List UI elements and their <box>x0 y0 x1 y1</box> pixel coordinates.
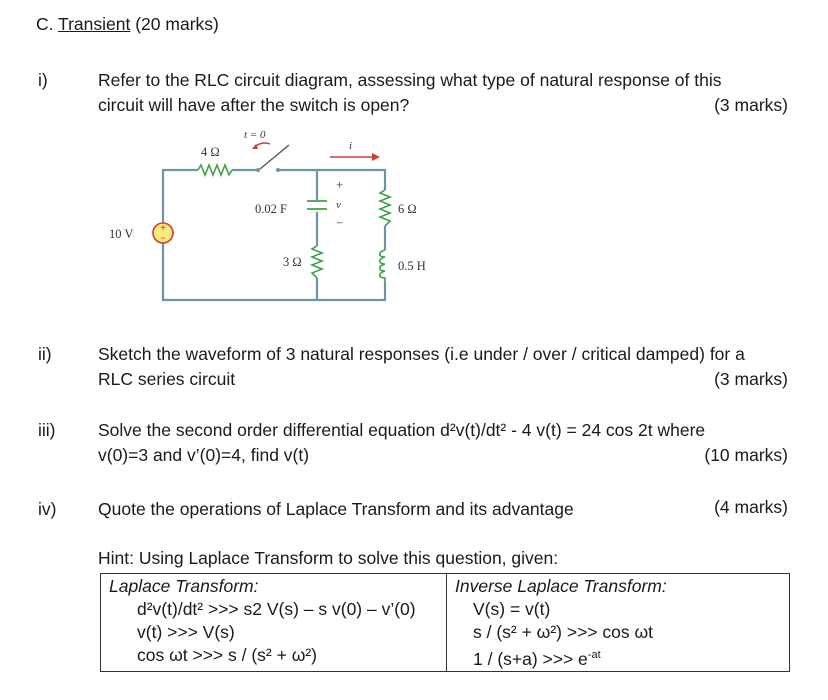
switch-blade <box>260 145 289 169</box>
current-arrowhead <box>372 153 380 161</box>
wire-top-right <box>278 170 385 190</box>
question-2-line-2: RLC series circuit <box>98 369 236 389</box>
question-4-line-1: Quote the operations of Laplace Transform and its advantage <box>98 499 574 519</box>
wire-bottom <box>163 238 385 300</box>
source-minus: − <box>160 233 166 243</box>
laplace-hint-table <box>100 573 790 672</box>
question-2-marks: (3 marks) <box>714 369 788 389</box>
label-cap-minus: − <box>336 216 344 230</box>
question-4-marks: (4 marks) <box>714 497 788 517</box>
switch-contact-right <box>276 168 280 172</box>
laplace-line-1: d²v(t)/dt² >>> s2 V(s) – s v(0) – v’(0) <box>137 599 416 619</box>
source-plus: + <box>160 223 166 234</box>
question-1-number: i) <box>38 70 48 90</box>
label-cap-voltage: v <box>336 199 341 211</box>
question-1-line-2: circuit will have after the switch is open? <box>98 95 410 115</box>
question-3-number: iii) <box>38 420 56 440</box>
laplace-line-3: cos ωt >>> s / (s² + ω²) <box>137 645 318 665</box>
rlc-circuit-diagram <box>0 0 828 330</box>
resistor-4-ohm <box>198 165 232 175</box>
inverse-line-3-exponent: -at <box>587 649 601 661</box>
label-cap-plus: + <box>336 178 344 192</box>
section-marks: (20 marks) <box>135 14 219 34</box>
resistor-3-ohm <box>312 246 322 278</box>
hint-intro: Hint: Using Laplace Transform to solve this question, given: <box>98 548 559 568</box>
resistor-6-ohm <box>380 190 390 226</box>
inductor-0-5-h <box>380 250 385 282</box>
wire-top-left <box>163 170 198 228</box>
label-switch-time: t = 0 <box>244 129 266 141</box>
question-3-line-1: Solve the second order differential equation d²v(t)/dt² - 4 v(t) = 24 cos 2t where <box>98 420 706 440</box>
question-1-marks: (3 marks) <box>714 95 788 115</box>
label-current: i <box>349 140 353 152</box>
label-3-ohm: 3 Ω <box>283 255 302 269</box>
label-10-v: 10 V <box>109 227 134 241</box>
switch-contact-left <box>256 168 260 172</box>
inverse-laplace-cell <box>447 574 790 672</box>
inverse-laplace-title: Inverse Laplace Transform: <box>455 576 667 596</box>
question-4-number: iv) <box>38 499 57 519</box>
label-0-02-f: 0.02 F <box>255 202 287 216</box>
section-title: Transient <box>58 14 131 34</box>
laplace-line-2: v(t) >>> V(s) <box>137 622 235 642</box>
inverse-line-2: s / (s² + ω²) >>> cos ωt <box>473 622 654 642</box>
label-0-5-h: 0.5 H <box>398 259 426 273</box>
section-letter: C. <box>36 14 54 34</box>
inverse-line-3 <box>447 644 789 671</box>
question-3-marks: (10 marks) <box>704 445 788 465</box>
label-6-ohm: 6 Ω <box>398 202 417 216</box>
inverse-line-1: V(s) = v(t) <box>473 599 551 619</box>
inverse-line-3-base: 1 / (s+a) >>> e <box>473 648 588 669</box>
question-1-line-1: Refer to the RLC circuit diagram, assessing what type of natural response of this <box>98 70 722 90</box>
question-2-line-1: Sketch the waveform of 3 natural responses (i.e under / over / critical damped) for a <box>98 344 745 364</box>
label-4-ohm: 4 Ω <box>201 145 220 159</box>
laplace-transform-cell <box>101 574 447 672</box>
laplace-transform-title: Laplace Transform: <box>109 576 259 596</box>
question-2-number: ii) <box>38 344 52 364</box>
question-3-line-2: v(0)=3 and v’(0)=4, find v(t) <box>98 445 310 465</box>
